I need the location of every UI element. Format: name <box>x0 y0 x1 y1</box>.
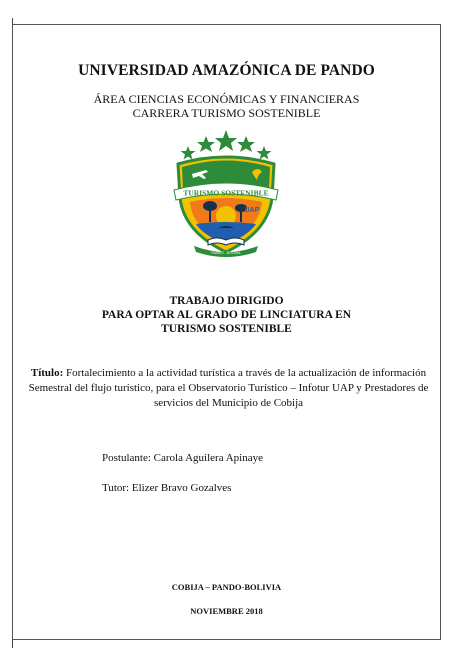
university-title: UNIVERSIDAD AMAZÓNICA DE PANDO <box>78 62 375 79</box>
work-type-heading <box>12 294 441 336</box>
tutor-line: Tutor: Elizer Bravo Gozalves <box>102 482 232 494</box>
career-name: CARRERA TURISMO SOSTENIBLE <box>132 106 321 120</box>
turismo-sostenible-crest-icon <box>168 128 284 258</box>
work-line-3: TURISMO SOSTENIBLE <box>161 323 292 335</box>
crest-bottom-text: PANDO - BOLIVIA <box>211 251 241 255</box>
footer-place: COBIJA – PANDO-BOLIVIA <box>171 582 282 592</box>
area-name: ÁREA CIENCIAS ECONÓMICAS Y FINANCIERAS <box>93 92 360 106</box>
stars-icon <box>181 130 272 160</box>
applicant-line: Postulante: Carola Aguilera Apinaye <box>102 452 263 464</box>
footer-date: NOVIEMBRE 2018 <box>190 606 263 616</box>
title-label: Título: <box>30 367 64 379</box>
work-line-1: TRABAJO DIRIGIDO <box>169 295 284 307</box>
work-line-2: PARA OPTAR AL GRADO DE LINCIATURA EN <box>101 309 352 321</box>
title-text: Fortalecimiento a la actividad turística a través de la actualización de información Semestral del flujo turístico, para el Observatorio Turístico – Infotur UAP y Prestadores de servicios del Municipio de Cobija <box>28 367 429 409</box>
faculty-heading <box>12 92 441 120</box>
thesis-title <box>26 366 431 411</box>
crest-initials: UAP <box>244 207 260 214</box>
crest-banner-text: TURISMO SOSTENIBLE <box>183 188 269 198</box>
